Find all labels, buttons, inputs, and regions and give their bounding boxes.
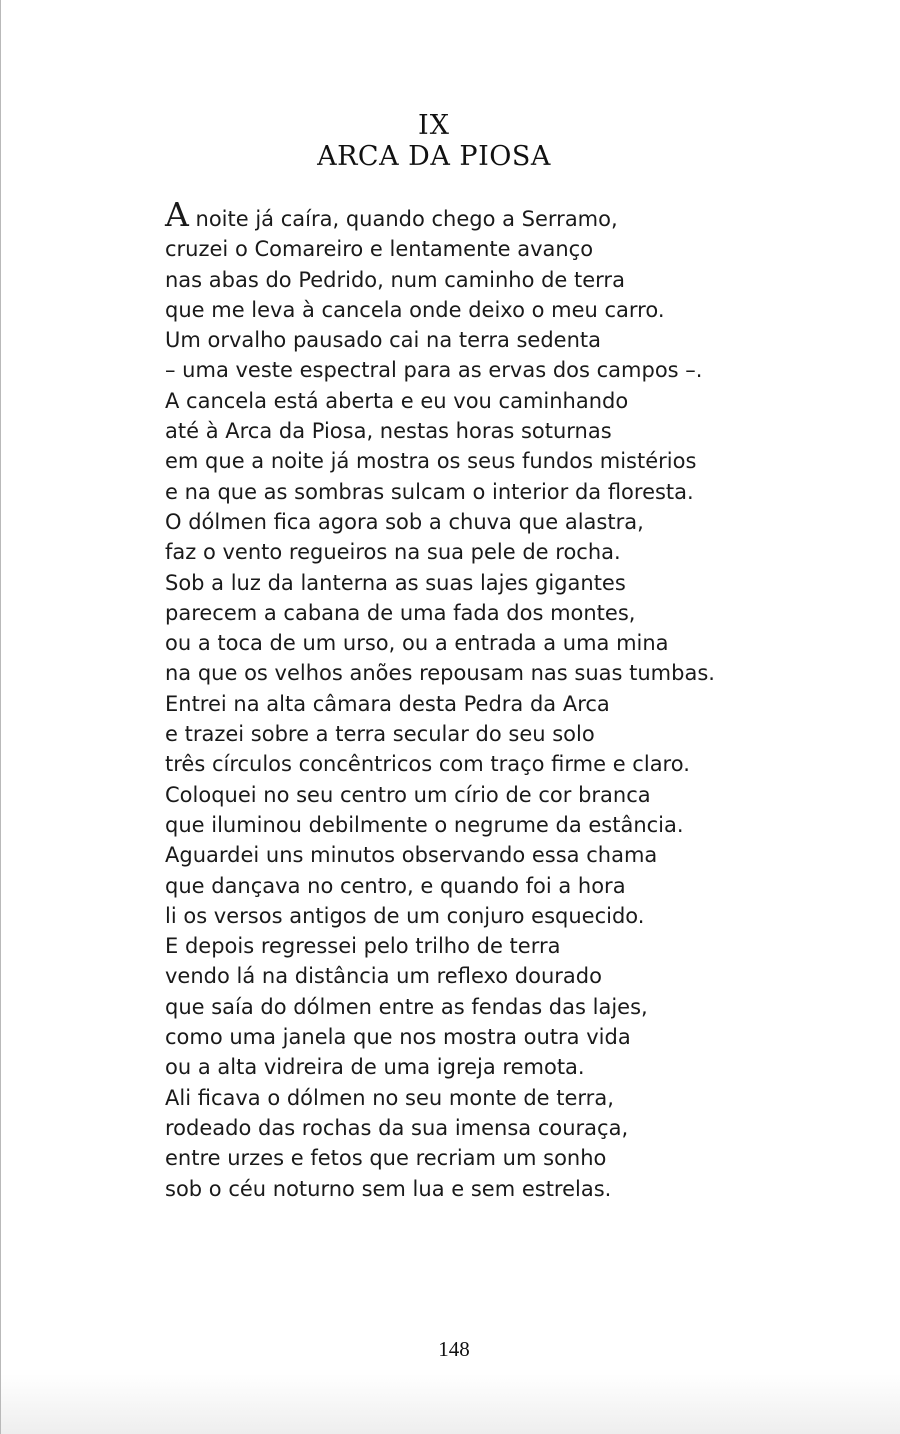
poem-line: rodeado das rochas da sua imensa couraça,: [165, 1115, 629, 1140]
poem-line: em que a noite já mostra os seus fundos mistérios: [165, 449, 697, 474]
poem-line: e na que as sombras sulcam o interior da floresta.: [165, 479, 694, 504]
poem-line: nas abas do Pedrido, num caminho de terra: [165, 267, 625, 292]
chapter-title: ARCA DA PIOSA: [317, 141, 551, 172]
first-line-text: noite já caíra, quando chego a Serramo,: [188, 207, 618, 231]
poem-line: faz o vento regueiros na sua pele de rocha.: [165, 540, 621, 565]
poem-line: O dólmen fica agora sob a chuva que alastra,: [165, 509, 644, 534]
page-bottom-shadow: [1, 1374, 900, 1434]
poem-line: Um orvalho pausado cai na terra sedenta: [165, 328, 602, 353]
poem-line: li os versos antigos de um conjuro esquecido.: [165, 903, 645, 928]
poem-line: cruzei o Comareiro e lentamente avanço: [165, 237, 594, 262]
page-number: 148: [438, 1337, 470, 1361]
drop-cap: A: [165, 195, 189, 234]
poem-line: Coloquei no seu centro um círio de cor branca: [165, 782, 651, 807]
poem-line: que iluminou debilmente o negrume da estância.: [165, 812, 684, 837]
poem-line: que dançava no centro, e quando foi a hora: [165, 873, 626, 898]
poem-line: Entrei na alta câmara desta Pedra da Arca: [165, 691, 610, 716]
chapter-number: IX: [418, 110, 450, 141]
poem-line: – uma veste espectral para as ervas dos campos –.: [165, 358, 703, 383]
poem-line: entre urzes e fetos que recriam um sonho: [165, 1146, 607, 1171]
poem-line: Ali ficava o dólmen no seu monte de terra,: [165, 1085, 614, 1110]
poem-line: três círculos concêntricos com traço firme e claro.: [165, 752, 690, 777]
poem-line: E depois regressei pelo trilho de terra: [165, 934, 561, 959]
poem-line: que me leva à cancela onde deixo o meu carro.: [165, 297, 665, 322]
poem-line: ou a alta vidreira de uma igreja remota.: [165, 1055, 585, 1080]
poem-line: parecem a cabana de uma fada dos montes,: [165, 600, 636, 625]
poem-line: Aguardei uns minutos observando essa chama: [165, 843, 658, 868]
poem-line: A cancela está aberta e eu vou caminhando: [165, 388, 629, 413]
poem-line: e trazei sobre a terra secular do seu solo: [165, 722, 595, 747]
poem-line: como uma janela que nos mostra outra vida: [165, 1025, 631, 1050]
poem-line: vendo lá na distância um reflexo dourado: [165, 964, 602, 989]
poem-line-first: [165, 195, 865, 234]
poem-body: [165, 195, 865, 1204]
poem-line: na que os velhos anões repousam nas suas tumbas.: [165, 661, 715, 686]
poem-line: ou a toca de um urso, ou a entrada a uma mina: [165, 631, 669, 656]
poem-line: até à Arca da Piosa, nestas horas soturnas: [165, 419, 612, 444]
poem-line: Sob a luz da lanterna as suas lajes gigantes: [165, 570, 626, 595]
poem-line: sob o céu noturno sem lua e sem estrelas.: [165, 1176, 612, 1201]
poem-line: que saía do dólmen entre as fendas das lajes,: [165, 994, 648, 1019]
